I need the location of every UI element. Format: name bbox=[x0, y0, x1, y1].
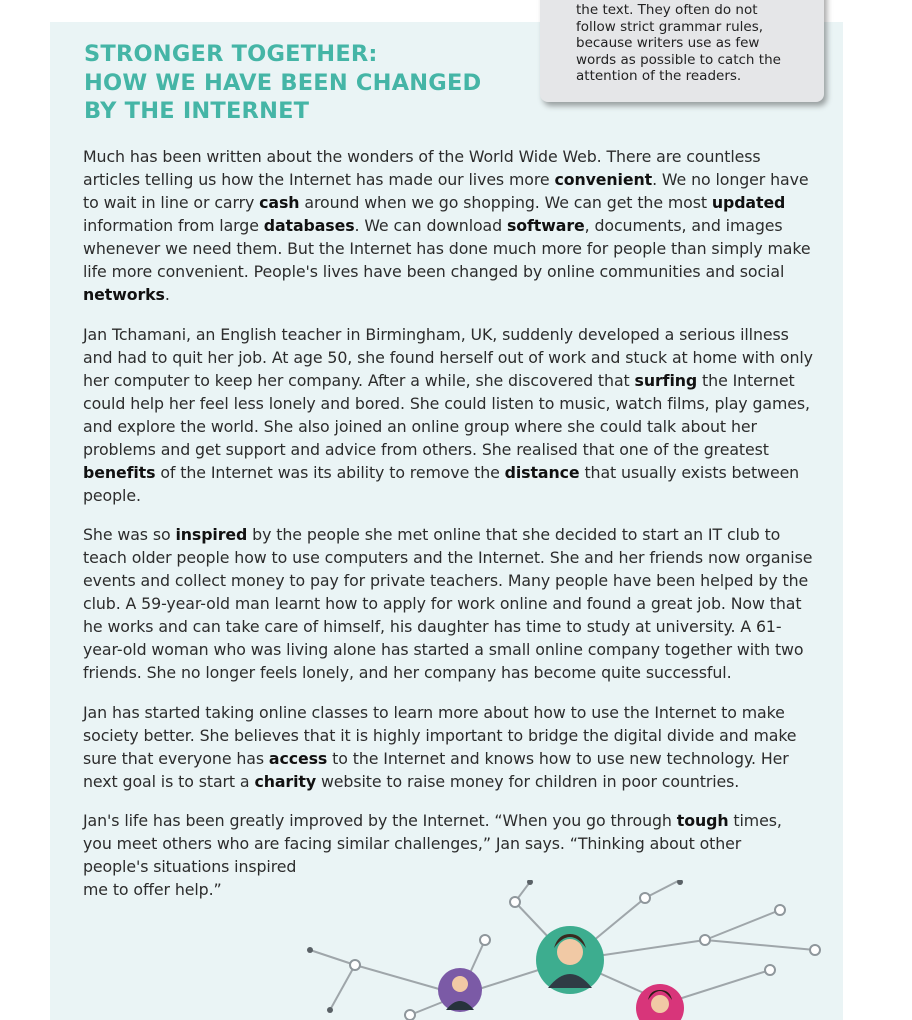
vocab-word: surfing bbox=[634, 370, 698, 390]
vocab-word: access bbox=[268, 748, 328, 768]
vocab-word: cash bbox=[259, 193, 300, 212]
paragraph-2: Jan Tchamani, an English teacher in Birmingham, UK, suddenly developed a serious illness and had to quit her job. At age 50, she found herself out of work and stuck at home with only her computer to keep her company. After a while, she discovered that surfing the Internet could help her feel less lonely and bored. She could listen to music, watch films, play games, and explore the world. She also joined an online group where she could talk about her problems and get support and advice from others. She realised that one of the greatest benefits of the Internet was its ability to remove the distance that usually exists between people. bbox=[83, 324, 813, 505]
article-body bbox=[83, 145, 813, 918]
paragraph-1: Much has been written about the wonders of the World Wide Web. There are countless articles telling us how the Internet has made our lives more convenient. We no longer have to wait in line or carry cash around when we go shopping. We can get the most updated information from large databases. We can download software, documents, and images whenever we need them. But the Internet has done much more for people than simply make life more convenient. People's lives have been changed by online communities and social networks. bbox=[83, 147, 811, 304]
vocab-word: updated bbox=[711, 193, 786, 212]
title-line-2: HOW WE HAVE BEEN CHANGED bbox=[84, 69, 482, 96]
article-title bbox=[84, 40, 481, 126]
vocab-word: databases bbox=[263, 216, 355, 235]
vocab-word: software bbox=[506, 216, 585, 235]
paragraph-3: She was so inspired by the people she met online that she decided to start an IT club to teach older people how to use computers and the Internet. She and her friends now organise events and collect money to pay for private teachers. Many people have been helped by the club. A 59-year-old man learnt how to apply for work online and found a great job. Now that he works and can take care of himself, his daughter has time to study at university. A 61-year-old woman who was living alone has started a small online company together with two friends. She no longer feels lonely, and her company has become quite successful. bbox=[83, 525, 813, 682]
vocab-word: benefits bbox=[83, 462, 156, 482]
vocab-word: inspired bbox=[175, 525, 248, 544]
paragraph-4: Jan has started taking online classes to learn more about how to use the Internet to make society better. She believes that it is highly important to bridge the digital divide and make sure that everyone has access to the Internet and knows how to use new technology. Her next goal is to start a charity website to raise money for children in poor countries. bbox=[83, 702, 797, 791]
title-line-1: STRONGER TOGETHER: bbox=[84, 41, 378, 67]
vocab-word: charity bbox=[254, 771, 317, 791]
paragraph-5-ending: people's situations inspired me to offer help.” bbox=[83, 857, 297, 899]
vocab-word: distance bbox=[504, 462, 580, 482]
title-line-3: BY THE INTERNET bbox=[84, 98, 310, 124]
vocab-word: convenient bbox=[554, 170, 653, 189]
callout-note-text: the text. They often do not follow strict grammar rules, because writers use as few words as possible to catch the attention of the readers. bbox=[576, 2, 781, 84]
social-network-illustration-icon bbox=[300, 880, 860, 1020]
vocab-word: tough bbox=[676, 811, 729, 830]
vocab-word: networks bbox=[83, 285, 165, 304]
paragraph-5: Jan's life has been greatly improved by the Internet. “When you go through tough times, you meet others who are facing similar challenges,” Jan says. “Thinking about other people's situations inspired me to offer help.” bbox=[83, 811, 782, 899]
